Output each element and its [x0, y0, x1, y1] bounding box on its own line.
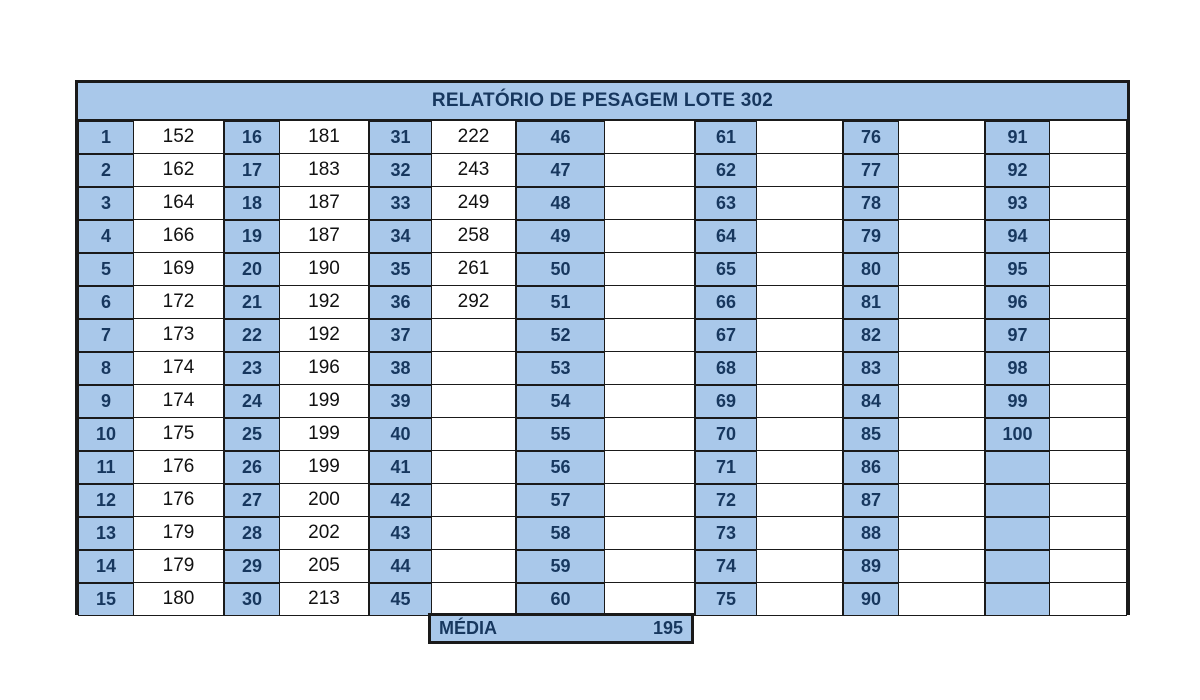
average-row — [428, 613, 694, 644]
weight-value-cell — [605, 385, 695, 418]
weight-value-cell: 183 — [280, 154, 369, 187]
row-number-cell: 84 — [843, 385, 899, 418]
row-number-cell: 16 — [224, 121, 280, 154]
weight-value-cell — [432, 418, 516, 451]
row-number-cell: 71 — [695, 451, 757, 484]
weight-value-cell: 222 — [432, 121, 516, 154]
row-number-cell: 6 — [78, 286, 134, 319]
row-number-cell: 79 — [843, 220, 899, 253]
weight-value-cell: 179 — [134, 517, 224, 550]
row-number-cell: 89 — [843, 550, 899, 583]
row-number-cell: 49 — [516, 220, 605, 253]
row-number-cell: 3 — [78, 187, 134, 220]
row-number-cell: 4 — [78, 220, 134, 253]
weight-value-cell: 152 — [134, 121, 224, 154]
weight-value-cell — [432, 583, 516, 616]
row-number-cell: 65 — [695, 253, 757, 286]
row-number-cell: 82 — [843, 319, 899, 352]
row-number-cell: 90 — [843, 583, 899, 616]
row-number-cell: 51 — [516, 286, 605, 319]
average-label: MÉDIA — [439, 618, 497, 638]
weight-value-cell: 175 — [134, 418, 224, 451]
weight-value-cell — [899, 187, 985, 220]
weight-value-cell: 190 — [280, 253, 369, 286]
weight-value-cell — [1050, 121, 1127, 154]
weight-value-cell — [1050, 352, 1127, 385]
row-number-cell: 98 — [985, 352, 1050, 385]
row-number-cell: 8 — [78, 352, 134, 385]
row-number-cell: 73 — [695, 517, 757, 550]
weight-value-cell — [899, 286, 985, 319]
weight-value-cell: 199 — [280, 385, 369, 418]
row-number-cell: 23 — [224, 352, 280, 385]
weight-value-cell: 187 — [280, 187, 369, 220]
row-number-cell: 37 — [369, 319, 432, 352]
row-number-cell — [985, 451, 1050, 484]
row-number-cell: 85 — [843, 418, 899, 451]
weight-value-cell — [899, 550, 985, 583]
weight-value-cell — [757, 550, 843, 583]
row-number-cell: 83 — [843, 352, 899, 385]
weight-value-cell — [432, 550, 516, 583]
weight-value-cell — [899, 253, 985, 286]
row-number-cell: 7 — [78, 319, 134, 352]
weight-value-cell: 199 — [280, 451, 369, 484]
row-number-cell: 26 — [224, 451, 280, 484]
row-number-cell: 57 — [516, 484, 605, 517]
row-number-cell: 9 — [78, 385, 134, 418]
row-number-cell: 43 — [369, 517, 432, 550]
weight-value-cell — [432, 352, 516, 385]
weight-value-cell — [757, 319, 843, 352]
row-number-cell: 15 — [78, 583, 134, 616]
weight-value-cell: 174 — [134, 352, 224, 385]
weight-value-cell: 162 — [134, 154, 224, 187]
weight-value-cell — [605, 154, 695, 187]
row-number-cell: 74 — [695, 550, 757, 583]
weight-value-cell — [1050, 517, 1127, 550]
row-number-cell: 30 — [224, 583, 280, 616]
row-number-cell: 69 — [695, 385, 757, 418]
row-number-cell: 14 — [78, 550, 134, 583]
weight-value-cell — [605, 253, 695, 286]
row-number-cell: 38 — [369, 352, 432, 385]
weight-value-cell — [899, 121, 985, 154]
weight-value-cell — [432, 319, 516, 352]
weighing-report-table — [75, 80, 1130, 615]
weight-value-cell — [899, 517, 985, 550]
average-value: 195 — [652, 618, 683, 638]
row-number-cell: 93 — [985, 187, 1050, 220]
weight-value-cell: 174 — [134, 385, 224, 418]
weight-value-cell: 292 — [432, 286, 516, 319]
row-number-cell: 50 — [516, 253, 605, 286]
row-number-cell: 5 — [78, 253, 134, 286]
row-number-cell: 100 — [985, 418, 1050, 451]
row-number-cell: 45 — [369, 583, 432, 616]
row-number-cell: 92 — [985, 154, 1050, 187]
weight-value-cell — [757, 385, 843, 418]
row-number-cell: 42 — [369, 484, 432, 517]
weight-value-cell — [1050, 550, 1127, 583]
weight-value-cell: 202 — [280, 517, 369, 550]
weight-value-cell — [605, 352, 695, 385]
weight-value-cell: 180 — [134, 583, 224, 616]
weight-value-cell: 176 — [134, 451, 224, 484]
weight-value-cell — [899, 451, 985, 484]
row-number-cell: 64 — [695, 220, 757, 253]
weight-value-cell — [757, 286, 843, 319]
row-number-cell — [985, 517, 1050, 550]
weight-value-cell — [432, 517, 516, 550]
weight-value-cell: 179 — [134, 550, 224, 583]
row-number-cell — [985, 583, 1050, 616]
weight-value-cell — [605, 319, 695, 352]
weight-value-cell — [757, 583, 843, 616]
row-number-cell: 18 — [224, 187, 280, 220]
row-number-cell: 27 — [224, 484, 280, 517]
row-number-cell: 32 — [369, 154, 432, 187]
weight-value-cell — [899, 418, 985, 451]
weight-value-cell: 205 — [280, 550, 369, 583]
weight-value-cell — [605, 286, 695, 319]
weight-value-cell — [605, 550, 695, 583]
weight-value-cell — [1050, 187, 1127, 220]
weight-value-cell: 200 — [280, 484, 369, 517]
weight-value-cell: 192 — [280, 319, 369, 352]
row-number-cell: 34 — [369, 220, 432, 253]
row-number-cell: 29 — [224, 550, 280, 583]
row-number-cell: 35 — [369, 253, 432, 286]
row-number-cell: 66 — [695, 286, 757, 319]
row-number-cell: 46 — [516, 121, 605, 154]
row-number-cell: 2 — [78, 154, 134, 187]
weight-value-cell — [605, 121, 695, 154]
row-number-cell: 91 — [985, 121, 1050, 154]
weight-value-cell — [605, 484, 695, 517]
row-number-cell: 54 — [516, 385, 605, 418]
row-number-cell: 86 — [843, 451, 899, 484]
row-number-cell: 94 — [985, 220, 1050, 253]
row-number-cell: 25 — [224, 418, 280, 451]
weight-value-cell: 199 — [280, 418, 369, 451]
weight-value-cell: 196 — [280, 352, 369, 385]
weight-value-cell — [432, 484, 516, 517]
row-number-cell: 59 — [516, 550, 605, 583]
weight-value-cell: 192 — [280, 286, 369, 319]
weight-value-cell: 176 — [134, 484, 224, 517]
row-number-cell: 19 — [224, 220, 280, 253]
weight-value-cell — [1050, 583, 1127, 616]
row-number-cell: 53 — [516, 352, 605, 385]
row-number-cell: 62 — [695, 154, 757, 187]
weight-value-cell — [757, 187, 843, 220]
row-number-cell: 63 — [695, 187, 757, 220]
weight-value-cell — [432, 451, 516, 484]
row-number-cell: 61 — [695, 121, 757, 154]
row-number-cell: 36 — [369, 286, 432, 319]
weight-value-cell: 172 — [134, 286, 224, 319]
row-number-cell: 67 — [695, 319, 757, 352]
weight-value-cell — [757, 418, 843, 451]
weight-value-cell — [757, 451, 843, 484]
weight-value-cell — [757, 121, 843, 154]
weight-value-cell — [899, 154, 985, 187]
row-number-cell: 60 — [516, 583, 605, 616]
weight-value-cell — [899, 352, 985, 385]
weight-value-cell: 181 — [280, 121, 369, 154]
row-number-cell: 97 — [985, 319, 1050, 352]
row-number-cell: 76 — [843, 121, 899, 154]
weight-value-cell: 261 — [432, 253, 516, 286]
weight-value-cell — [1050, 418, 1127, 451]
weight-value-cell — [1050, 451, 1127, 484]
weight-value-cell — [899, 220, 985, 253]
weight-value-cell — [1050, 253, 1127, 286]
row-number-cell — [985, 550, 1050, 583]
row-number-cell: 55 — [516, 418, 605, 451]
row-number-cell: 17 — [224, 154, 280, 187]
row-number-cell: 75 — [695, 583, 757, 616]
row-number-cell: 99 — [985, 385, 1050, 418]
row-number-cell: 58 — [516, 517, 605, 550]
row-number-cell: 70 — [695, 418, 757, 451]
row-number-cell: 68 — [695, 352, 757, 385]
row-number-cell: 20 — [224, 253, 280, 286]
weight-value-cell — [757, 220, 843, 253]
row-number-cell: 10 — [78, 418, 134, 451]
row-number-cell — [985, 484, 1050, 517]
weight-value-cell — [605, 220, 695, 253]
weight-value-cell — [605, 187, 695, 220]
row-number-cell: 33 — [369, 187, 432, 220]
weight-value-cell — [899, 385, 985, 418]
row-number-cell: 87 — [843, 484, 899, 517]
row-number-cell: 52 — [516, 319, 605, 352]
weight-value-cell — [1050, 154, 1127, 187]
row-number-cell: 11 — [78, 451, 134, 484]
row-number-cell: 24 — [224, 385, 280, 418]
row-number-cell: 72 — [695, 484, 757, 517]
row-number-cell: 48 — [516, 187, 605, 220]
weight-value-cell: 213 — [280, 583, 369, 616]
report-title: RELATÓRIO DE PESAGEM LOTE 302 — [78, 83, 1127, 121]
weight-value-cell — [899, 484, 985, 517]
weight-value-cell — [432, 385, 516, 418]
row-number-cell: 47 — [516, 154, 605, 187]
weight-value-cell — [757, 352, 843, 385]
weight-value-cell: 243 — [432, 154, 516, 187]
weight-value-cell — [757, 517, 843, 550]
row-number-cell: 39 — [369, 385, 432, 418]
weight-value-cell — [899, 319, 985, 352]
weight-value-cell — [1050, 484, 1127, 517]
row-number-cell: 12 — [78, 484, 134, 517]
row-number-cell: 78 — [843, 187, 899, 220]
weight-value-cell — [757, 154, 843, 187]
row-number-cell: 40 — [369, 418, 432, 451]
row-number-cell: 13 — [78, 517, 134, 550]
weight-value-cell: 164 — [134, 187, 224, 220]
weight-value-cell — [757, 484, 843, 517]
weight-value-cell — [1050, 385, 1127, 418]
row-number-cell: 21 — [224, 286, 280, 319]
row-number-cell: 22 — [224, 319, 280, 352]
row-number-cell: 44 — [369, 550, 432, 583]
weight-value-cell — [605, 583, 695, 616]
weight-value-cell — [899, 583, 985, 616]
row-number-cell: 28 — [224, 517, 280, 550]
weight-value-cell — [605, 451, 695, 484]
row-number-cell: 31 — [369, 121, 432, 154]
weight-value-cell — [605, 517, 695, 550]
row-number-cell: 1 — [78, 121, 134, 154]
weight-value-cell: 173 — [134, 319, 224, 352]
row-number-cell: 80 — [843, 253, 899, 286]
weight-value-cell: 249 — [432, 187, 516, 220]
weight-value-cell — [1050, 220, 1127, 253]
row-number-cell: 56 — [516, 451, 605, 484]
weight-value-cell: 166 — [134, 220, 224, 253]
weight-value-cell — [1050, 319, 1127, 352]
weight-value-cell — [757, 253, 843, 286]
row-number-cell: 41 — [369, 451, 432, 484]
row-number-cell: 77 — [843, 154, 899, 187]
weight-value-cell: 187 — [280, 220, 369, 253]
weight-value-cell: 258 — [432, 220, 516, 253]
weight-value-cell — [1050, 286, 1127, 319]
weight-value-cell — [605, 418, 695, 451]
row-number-cell: 81 — [843, 286, 899, 319]
row-number-cell: 95 — [985, 253, 1050, 286]
row-number-cell: 96 — [985, 286, 1050, 319]
weight-value-cell: 169 — [134, 253, 224, 286]
row-number-cell: 88 — [843, 517, 899, 550]
